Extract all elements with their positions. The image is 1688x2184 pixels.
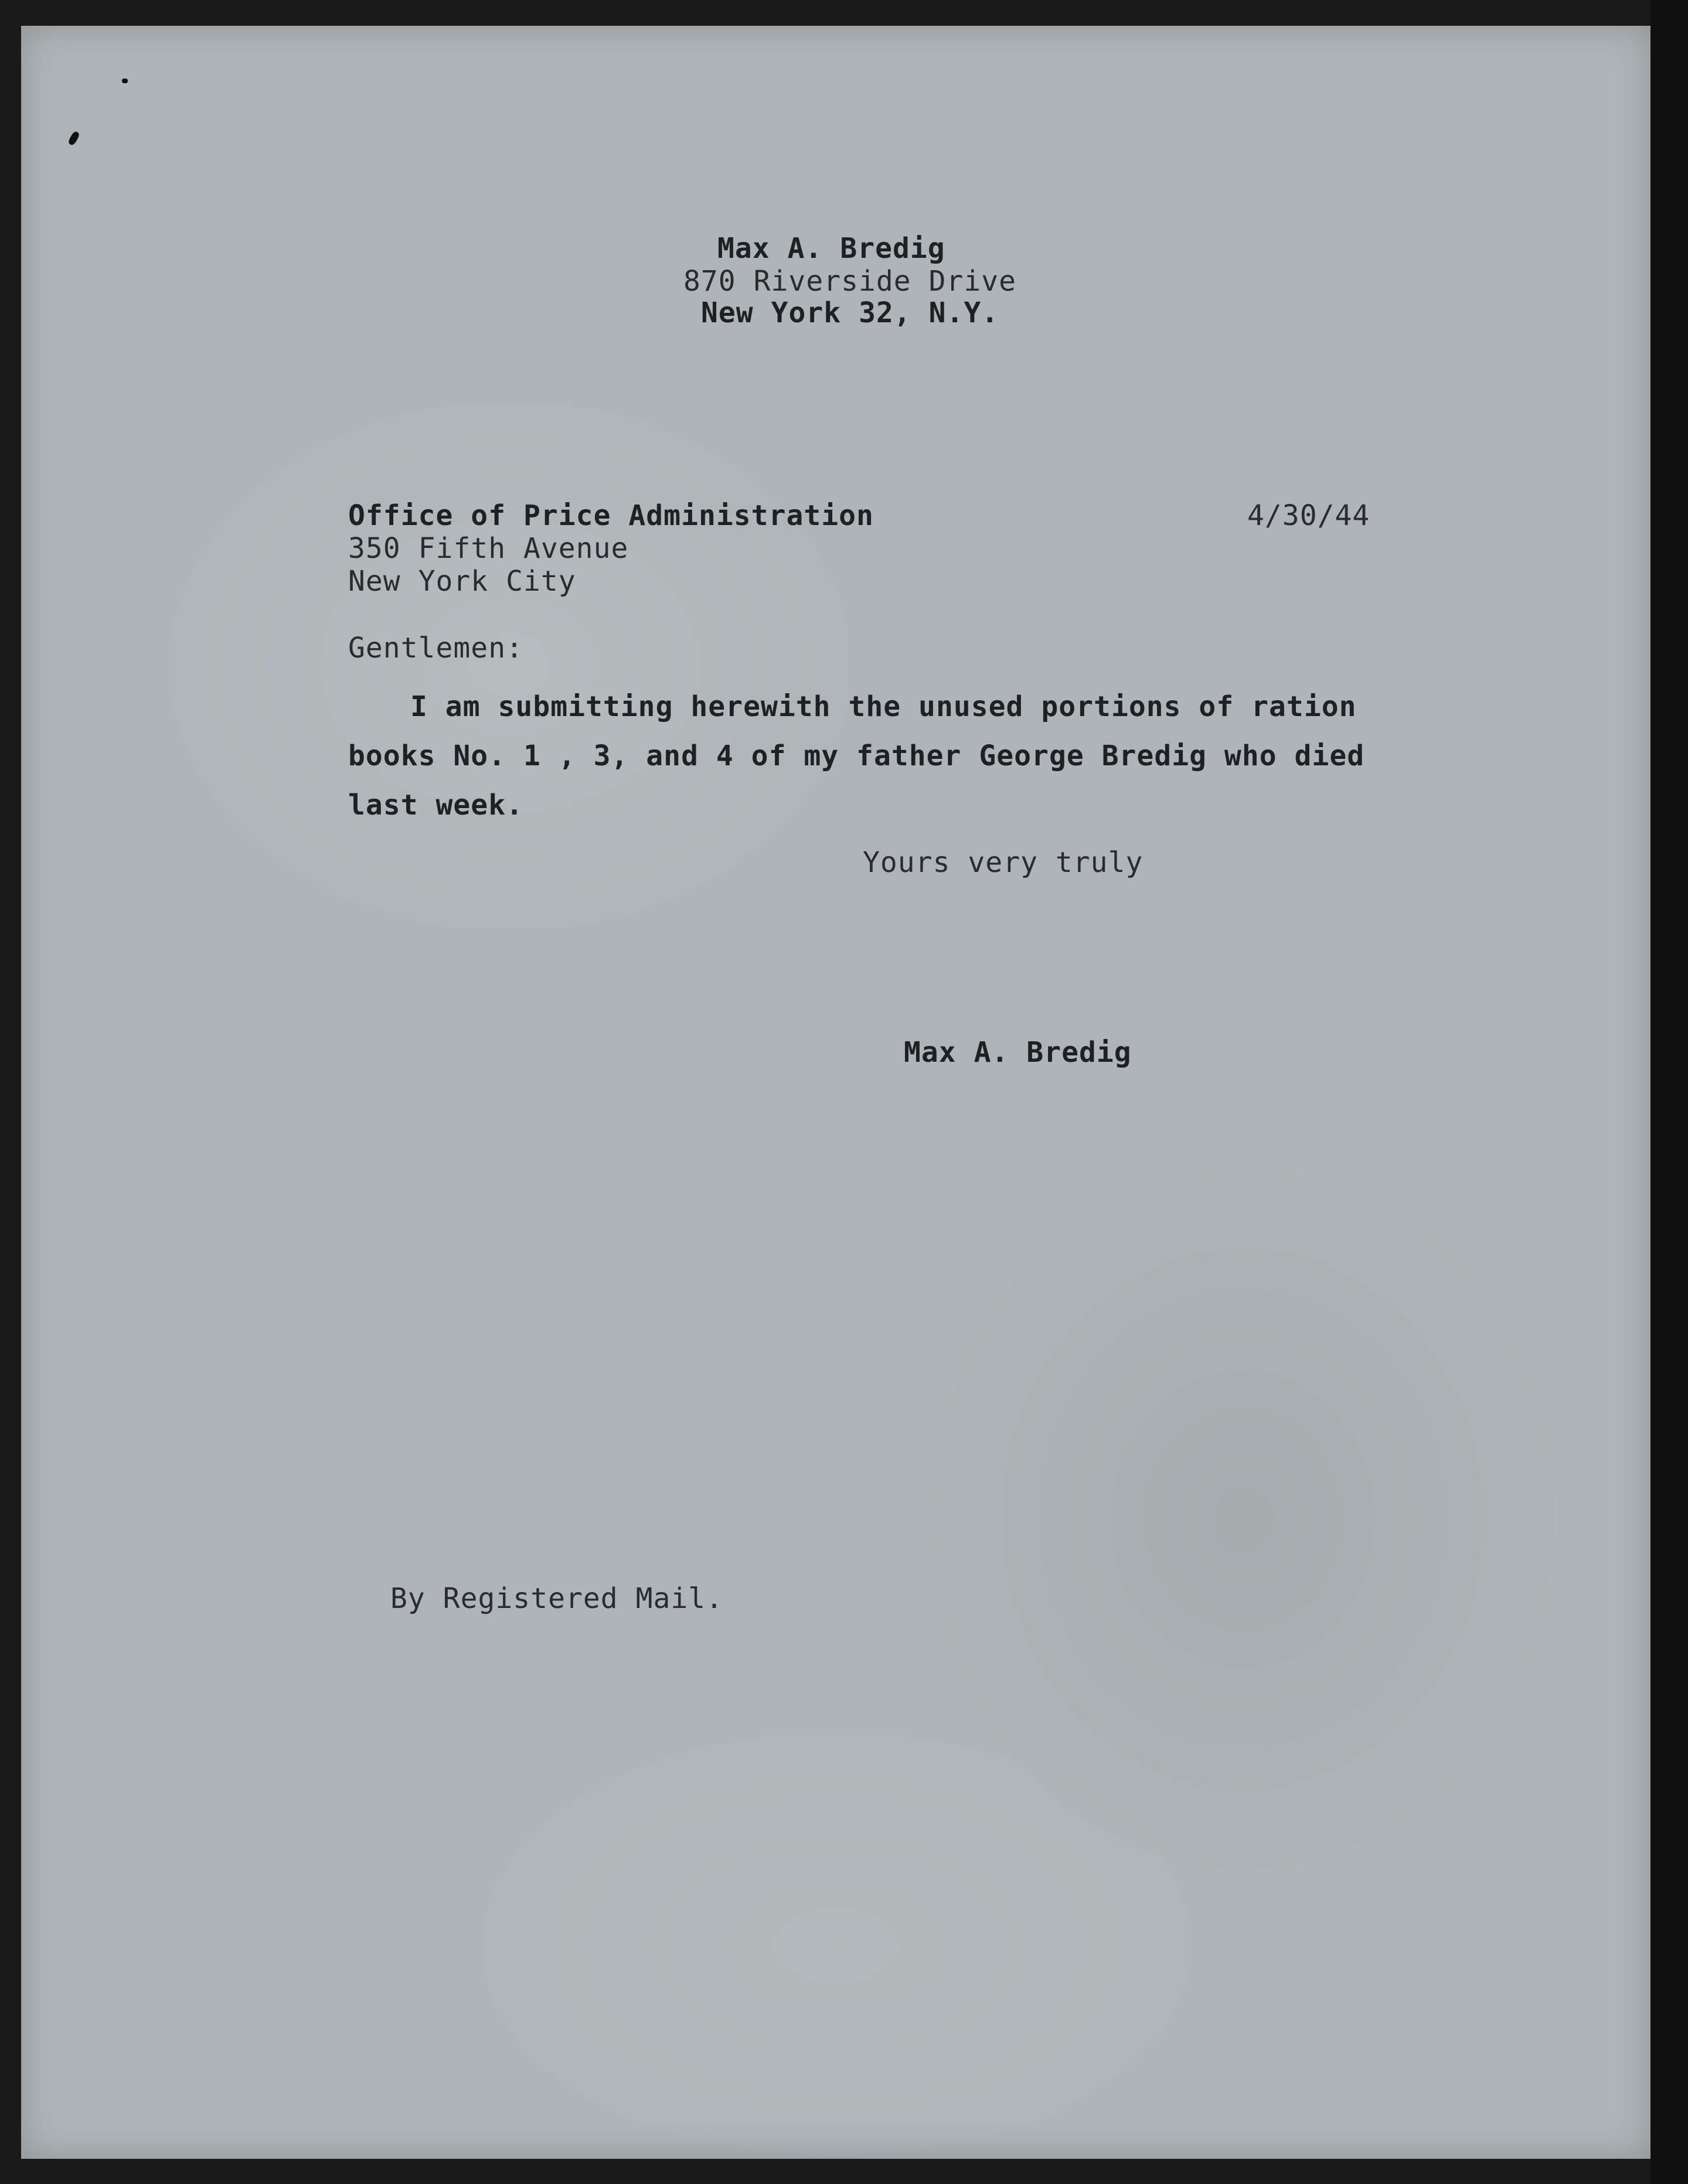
salutation: Gentlemen: <box>348 632 523 665</box>
letter-date: 4/30/44 <box>1247 499 1370 532</box>
recipient-line-1: Office of Price Administration <box>348 499 874 532</box>
body-line-2: books No. 1 , 3, and 4 of my father George Bredig who died <box>348 740 1365 772</box>
paper-speck <box>67 131 80 146</box>
body-line-3: last week. <box>348 789 523 822</box>
sender-street: 870 Riverside Drive <box>683 265 1017 298</box>
recipient-line-2: 350 Fifth Avenue <box>348 532 629 565</box>
typed-signature: Max A. Bredig <box>904 1036 1132 1069</box>
letter-sheet <box>21 26 1650 2159</box>
scan-border <box>1650 0 1688 2184</box>
body-line-1: I am submitting herewith the unused portions of ration <box>410 690 1357 723</box>
paper-speck <box>122 79 128 83</box>
postscript: By Registered Mail. <box>390 1582 724 1615</box>
sender-name: Max A. Bredig <box>717 232 945 265</box>
recipient-line-3: New York City <box>348 565 576 598</box>
sender-city: New York 32, N.Y. <box>701 297 999 329</box>
closing: Yours very truly <box>863 846 1144 879</box>
